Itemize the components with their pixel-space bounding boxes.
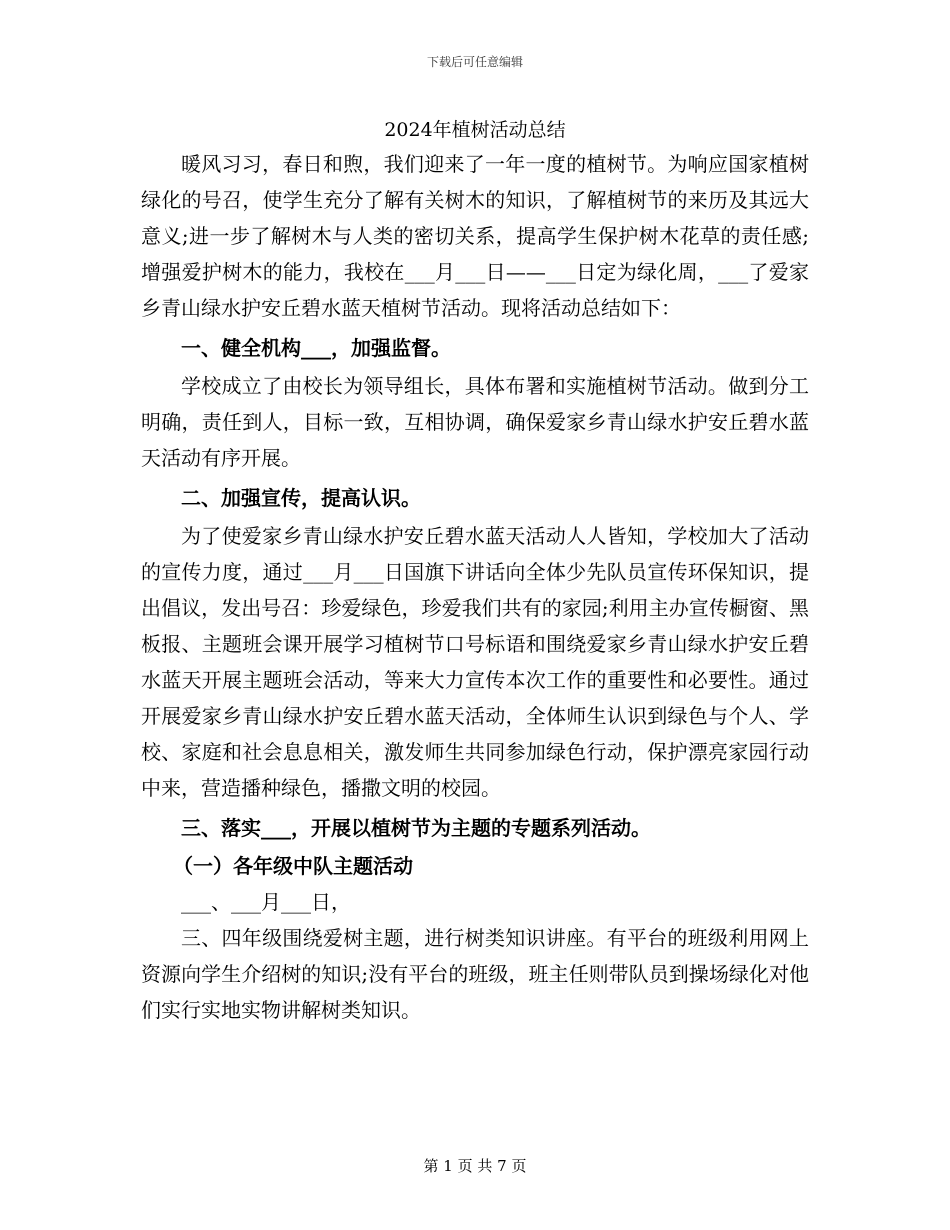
page-footer: 第 1 页 共 7 页 xyxy=(423,1157,527,1175)
document-title: 2024年植树活动总结 xyxy=(384,119,566,141)
paragraph-date-line: ___、___月___日， xyxy=(181,890,351,914)
paragraph-section-2: 为了使爱家乡青山绿水护安丘碧水蓝天活动人人皆知，学校加大了活动的宣传力度，通过___月___日国旗下讲话向全体少先队员宣传环保知识，提出倡议，发出号召：珍爱绿色，珍爱我们共有的家园;利用主办宣传橱窗、黑板报、主题班会课开展学习植树节口号标语和围绕爱家乡青山绿水护安丘碧水蓝天开展主题班会活动，等来大力宣传本次工作的重要性和必要性。通过开展爱家乡青山绿水护安丘碧水蓝天活动，全体师生认识到绿色与个人、学校、家庭和社会息息相关，激发师生共同参加绿色行动，保护漂亮家园行动中来，营造播种绿色，播撒文明的校园。 xyxy=(141,524,809,800)
document-body xyxy=(141,146,809,1028)
subsection-heading-1: （一）各年级中队主题活动 xyxy=(173,854,413,878)
paragraph-section-1: 学校成立了由校长为领导组长，具体布署和实施植树节活动。做到分工明确，责任到人，目标一致，互相协调，确保爱家乡青山绿水护安丘碧水蓝天活动有序开展。 xyxy=(141,374,809,470)
paragraph-intro: 暖风习习，春日和煦，我们迎来了一年一度的植树节。为响应国家植树绿化的号召，使学生充分了解有关树木的知识，了解植树节的来历及其远大意义;进一步了解树木与人类的密切关系，提高学生保护树木花草的责任感;增强爱护树木的能力，我校在___月___日——___日定为绿化周，___了爱家乡青山绿水护安丘碧水蓝天植树节活动。现将活动总结如下： xyxy=(141,152,809,320)
section-heading-1: 一、健全机构___，加强监督。 xyxy=(181,336,451,360)
section-heading-2: 二、加强宣传，提高认识。 xyxy=(181,486,421,510)
section-heading-3: 三、落实___，开展以植树节为主题的专题系列活动。 xyxy=(181,816,651,840)
header-note: 下载后可任意编辑 xyxy=(426,55,523,69)
paragraph-section-3: 三、四年级围绕爱树主题，进行树类知识讲座。有平台的班级利用网上资源向学生介绍树的知识;没有平台的班级，班主任则带队员到操场绿化对他们实行实地实物讲解树类知识。 xyxy=(141,926,809,1022)
